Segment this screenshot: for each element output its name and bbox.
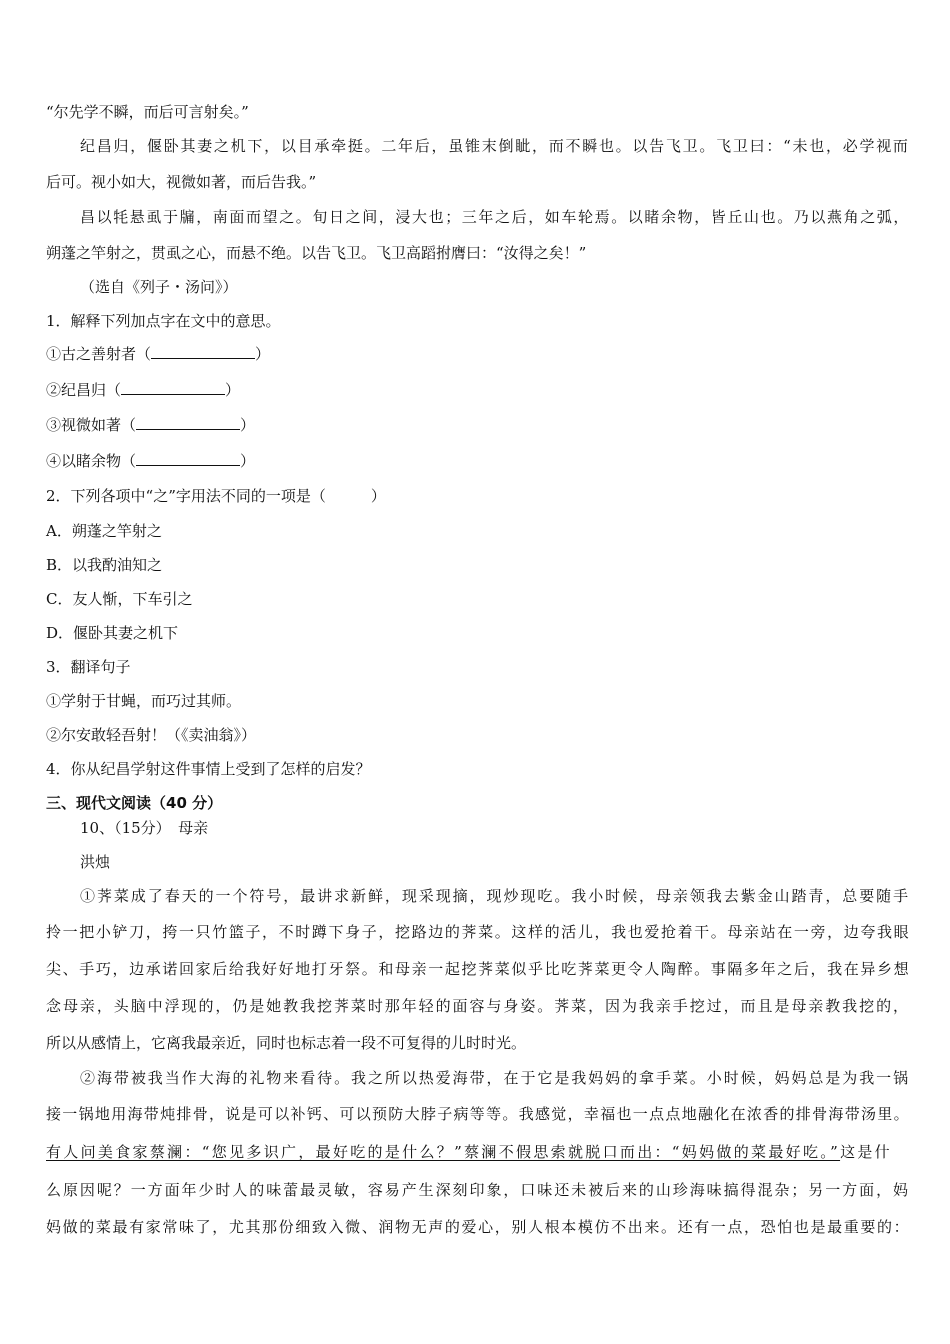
sentence-continuation: 这是什 xyxy=(840,1143,892,1161)
essay-p1-line: 所以从感情上，它离我最亲近，同时也标志着一段不可复得的儿时时光。 xyxy=(46,1034,527,1052)
question-1-item xyxy=(46,451,255,471)
essay-p1-line: ①荠菜成了春天的一个符号，最讲求新鲜，现采现摘，现炒现吃。我小时候，母亲领我去紫金山踏青，总要随手 xyxy=(80,887,911,905)
answer-blank[interactable] xyxy=(151,344,255,359)
item-label: ④以睹余物（ xyxy=(46,452,137,470)
option-a: A．朔蓬之竿射之 xyxy=(46,522,162,540)
answer-blank[interactable] xyxy=(136,415,240,430)
option-d: D．偃卧其妻之机下 xyxy=(46,624,179,642)
question-1-title: 1．解释下列加点字在文中的意思。 xyxy=(46,312,281,330)
passage-line-2: 纪昌归，偃卧其妻之机下，以目承牵挺。二年后，虽锥末倒眦，而不瞬也。以告飞卫。飞卫曰：“未也，必学视而 xyxy=(80,137,910,155)
essay-p2-line: ②海带被我当作大海的礼物来看待。我之所以热爱海带，在于它是我妈妈的拿手菜。小时候，妈妈总是为我一锅 xyxy=(80,1069,911,1087)
essay-author: 洪烛 xyxy=(80,853,111,871)
answer-blank[interactable] xyxy=(121,380,225,395)
item-label: ③视微如著（ xyxy=(46,416,137,434)
item-label: ②纪昌归（ xyxy=(46,381,122,399)
passage-line-3: 后可。视小如大，视微如著，而后告我。” xyxy=(46,173,317,191)
passage-line-4: 昌以牦悬虱于牖，南面而望之。旬日之间，浸大也；三年之后，如车轮焉。以睹余物，皆丘山也。乃以燕角之弧， xyxy=(80,208,911,226)
question-1-item xyxy=(46,344,270,364)
essay-p2-line: 妈做的菜最有家常味了，尤其那份细致入微、润物无声的爱心，别人根本模仿不出来。还有一点，恐怕也是最重要的： xyxy=(46,1218,911,1236)
option-b: B．以我酌油知之 xyxy=(46,556,163,574)
essay-p1-line: 尖、手巧，边承诺回家后给我好好地打牙祭。和母亲一起挖荠菜似乎比吃荠菜更令人陶醉。事隔多年之后，我在异乡想 xyxy=(46,960,911,978)
question-1-item xyxy=(46,380,240,400)
essay-p1-line: 拎一把小铲刀，挎一只竹篮子，不时蹲下身子，挖路边的荠菜。这样的活儿，我也爱抢着干。母亲站在一旁，边夸我眼 xyxy=(46,923,911,941)
question-3-item: ②尔安敢轻吾射！（《卖油翁》） xyxy=(46,726,257,744)
section-heading: 三、现代文阅读（40 分） xyxy=(46,794,223,812)
item-close: ） xyxy=(240,416,256,434)
underlined-sentence: 有人问美食家蔡澜：“您见多识广，最好吃的是什么？”蔡澜不假思索就脱口而出：“妈妈做的菜最好吃。” xyxy=(46,1143,841,1161)
passage-line-5: 朔蓬之竿射之，贯虱之心，而悬不绝。以告飞卫。飞卫高蹈拊膺曰：“汝得之矣！” xyxy=(46,244,587,262)
answer-blank[interactable] xyxy=(136,451,240,466)
item-label: ①古之善射者（ xyxy=(46,345,152,363)
item-close: ） xyxy=(240,452,256,470)
question-10-title: 10、（15分） 母亲 xyxy=(80,819,209,837)
question-2-title: 2．下列各项中“之”字用法不同的一项是（ ） xyxy=(46,487,386,505)
essay-p2-line: 么原因呢？一方面年少时人的味蕾最灵敏，容易产生深刻印象，口味还未被后来的山珍海味搞得混杂；另一方面，妈 xyxy=(46,1181,910,1199)
essay-p2-line xyxy=(46,1142,892,1162)
essay-p1-line: 念母亲，头脑中浮现的，仍是她教我挖荠菜时那年轻的面容与身姿。荠菜，因为我亲手挖过，而且是母亲教我挖的， xyxy=(46,997,910,1015)
question-4-title: 4．你从纪昌学射这件事情上受到了怎样的启发？ xyxy=(46,760,371,778)
question-1-item xyxy=(46,415,255,435)
question-3-title: 3．翻译句子 xyxy=(46,658,131,676)
option-c: C．友人惭，下车引之 xyxy=(46,590,193,608)
essay-p2-line: 接一锅地用海带炖排骨，说是可以补钙、可以预防大脖子病等等。我感觉，幸福也一点点地融化在浓香的排骨海带汤里。 xyxy=(46,1105,910,1123)
passage-line-1: “尔先学不瞬，而后可言射矣。” xyxy=(46,103,249,121)
passage-source: （选自《列子・汤问》） xyxy=(80,278,238,296)
item-close: ） xyxy=(255,345,271,363)
item-close: ） xyxy=(225,381,241,399)
question-3-item: ①学射于甘蝇，而巧过其师。 xyxy=(46,692,242,710)
